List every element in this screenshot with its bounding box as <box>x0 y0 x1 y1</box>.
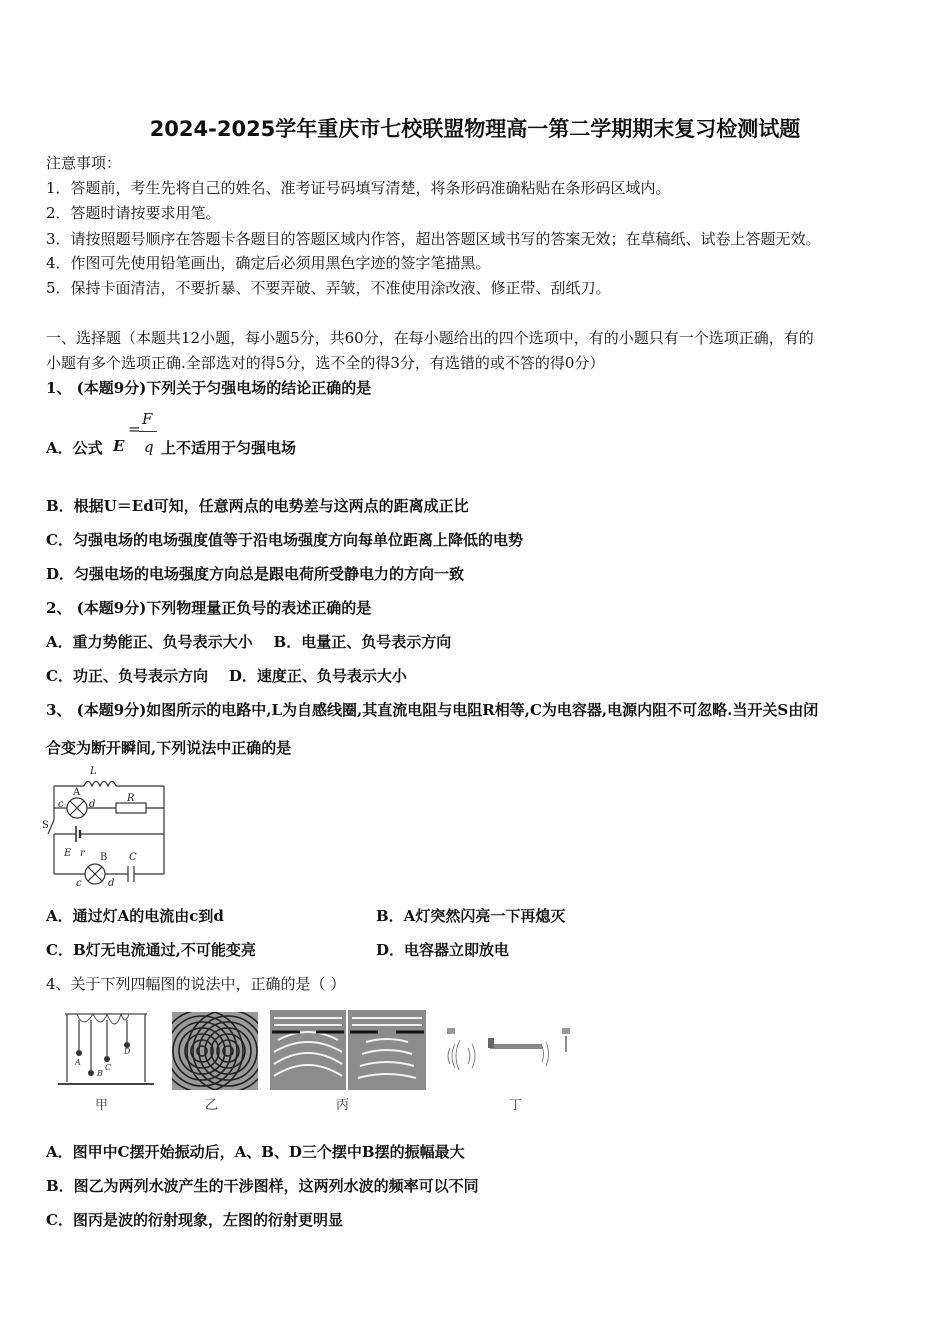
q1-formula-eq: = <box>128 420 141 438</box>
pendulum-label: C <box>105 1063 112 1072</box>
label-L: L <box>90 766 97 777</box>
q1-formula-var: E <box>113 437 125 455</box>
label-C: C <box>129 852 137 863</box>
label-A: A <box>73 787 81 798</box>
label-c: c <box>58 799 64 810</box>
caption-bing: 丙 <box>336 1098 350 1113</box>
q1-option-a-prefix: A．公式 <box>46 439 103 457</box>
q3-option-c: C．B灯无电流通过,不可能变亮 <box>46 941 256 959</box>
figure-diffraction <box>270 1010 426 1090</box>
notice-item: 5．保持卡面清洁，不要折暴、不要弄破、弄皱，不准使用涂改液、修正带、刮纸刀。 <box>46 279 611 297</box>
label-B: B <box>100 852 108 863</box>
q1-formula-numerator: F <box>142 410 153 428</box>
label-d2: d <box>108 878 115 887</box>
q3-option-d: D．电容器立即放电 <box>376 941 510 959</box>
q3-stem: 3、 (本题9分)如图所示的电路中,L为自感线圈,其直流电阻与电阻R相等,C为电容器,电源内阻不可忽略.当开关S由闭 <box>46 701 819 719</box>
label-r: r <box>80 848 85 859</box>
q4-option-c: C．图丙是波的衍射现象，左图的衍射更明显 <box>46 1211 343 1229</box>
pendulum-label: A <box>75 1058 81 1067</box>
pendulum-label: B <box>97 1069 103 1078</box>
q2-options-cd: C．功正、负号表示方向 D．速度正、负号表示大小 <box>46 667 407 685</box>
page-title: 2024-2025学年重庆市七校联盟物理高一第二学期期末复习检测试题 <box>149 117 801 141</box>
label-S: S <box>42 820 49 831</box>
q2-stem: 2、 (本题9分)下列物理量正负号的表述正确的是 <box>46 599 372 617</box>
circuit-diagram <box>40 762 175 887</box>
figure-interference <box>172 1012 258 1090</box>
q3-stem-cont: 合变为断开瞬间,下列说法中正确的是 <box>46 739 292 757</box>
q1-option-d: D．匀强电场的电场强度方向总是跟电荷所受静电力的方向一致 <box>46 565 465 583</box>
q4-option-a: A．图甲中C摆开始振动后，A、B、D三个摆中B摆的振幅最大 <box>46 1143 465 1161</box>
notice-item: 3．请按照题号顺序在答题卡各题目的答题区域内作答，超出答题区域书写的答案无效；在草稿纸、试卷上答题无效。 <box>46 230 821 248</box>
q1-stem: 1、 (本题9分)下列关于匀强电场的结论正确的是 <box>46 379 372 397</box>
q3-option-a: A．通过灯A的电流由c到d <box>46 907 224 925</box>
q3-option-b: B．A灯突然闪亮一下再熄灭 <box>376 907 566 925</box>
caption-jia: 甲 <box>95 1098 109 1113</box>
figure-pendulums <box>55 1010 155 1090</box>
section-heading: 一、选择题（本题共12小题，每小题5分，共60分，在每小题给出的四个选项中，有的小题只有一个选项正确，有的 <box>46 329 814 347</box>
notice-item: 4．作图可先使用铅笔画出，确定后必须用黑色字迹的签字笔描黑。 <box>46 254 491 272</box>
pendulum-label: D <box>124 1047 131 1056</box>
notice-item: 2．答题时请按要求用笔。 <box>46 204 221 222</box>
label-c2: c <box>76 878 82 887</box>
label-R: R <box>127 793 135 804</box>
q2-options-ab: A．重力势能正、负号表示大小 B．电量正、负号表示方向 <box>46 633 452 651</box>
caption-ding: 丁 <box>509 1098 523 1113</box>
label-E: E <box>64 848 72 859</box>
label-d: d <box>89 799 96 810</box>
q4-option-b: B．图乙为两列水波产生的干涉图样，这两列水波的频率可以不同 <box>46 1177 479 1195</box>
caption-yi: 乙 <box>205 1098 219 1113</box>
q1-option-b: B．根据U＝Ed可知，任意两点的电势差与这两点的距离成正比 <box>46 497 469 515</box>
q1-formula-denominator: q <box>144 438 154 456</box>
fraction-bar <box>139 431 157 432</box>
figure-doppler <box>442 1022 592 1070</box>
q1-option-c: C．匀强电场的电场强度值等于沿电场强度方向每单位距离上降低的电势 <box>46 531 523 549</box>
q4-stem: 4、关于下列四幅图的说法中，正确的是（ ） <box>46 975 346 993</box>
section-heading-cont: 小题有多个选项正确.全部选对的得5分，选不全的得3分，有选错的或不答的得0分） <box>46 354 605 372</box>
notice-heading: 注意事项： <box>46 154 122 172</box>
notice-item: 1．答题前，考生先将自己的姓名、准考证号码填写清楚，将条形码准确粘贴在条形码区域内。 <box>46 179 671 197</box>
q1-option-a-suffix: 上不适用于匀强电场 <box>161 439 297 457</box>
